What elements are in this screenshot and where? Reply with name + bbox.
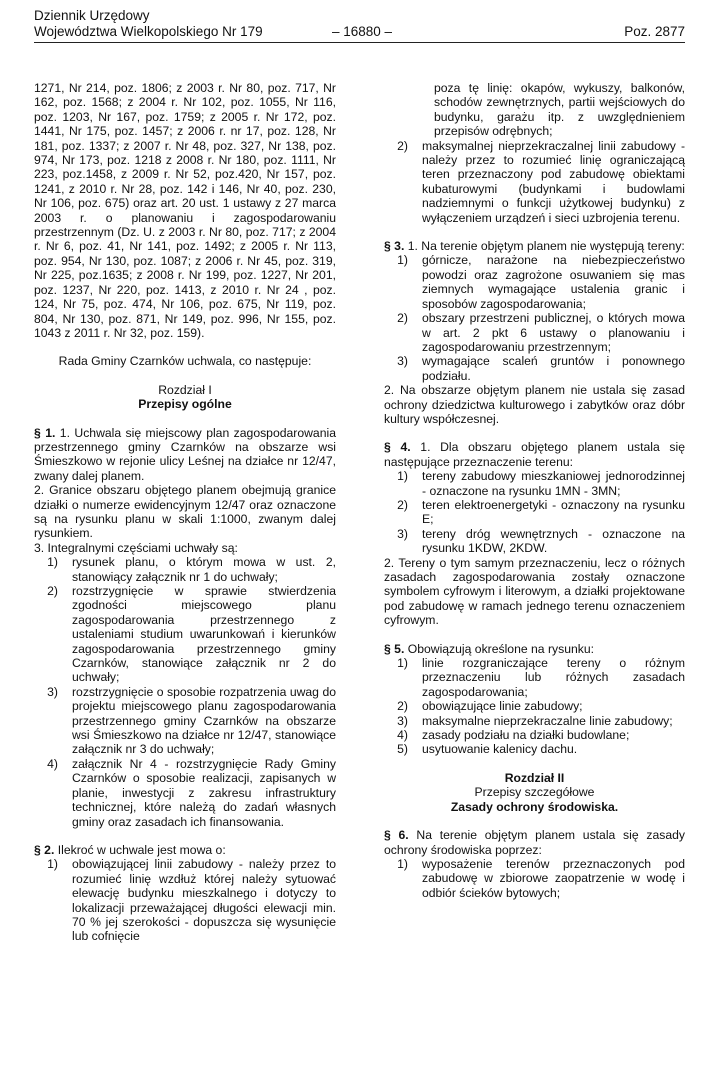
list-item-text: wyposażenie terenów przeznaczonych pod zabudowę w zbiorowe zaopatrzenie w wodę i odbiór ścieków bytowych;: [422, 856, 685, 900]
list-item-text: maksymalnej nieprzekraczalnej linii zabudowy - należy przez to rozumieć linię ograniczającą teren przeznaczony pod zabudowę obiektami kubaturowymi (budynkami i budowlami nadziemnymi o funkcji użytkowej budynku) z wyłączeniem urządzeń i sieci uzbrojenia terenu.: [422, 138, 685, 225]
list-item: [384, 527, 685, 556]
list-item-text: zasady podziału na działki budowlane;: [422, 728, 630, 743]
list-item-text: górnicze, narażone na niebezpieczeństwo powodzi oraz zagrożone osuwaniem się mas ziemnych wymagające ustalenia granic i sposobów zagospodarowania;: [422, 253, 685, 311]
journal-subtitle: Województwa Wielkopolskiego Nr 179: [34, 24, 263, 39]
list-item: [384, 498, 685, 527]
list-item: [34, 757, 336, 829]
journal-title: Dziennik Urzędowy: [34, 8, 150, 23]
list-item-text: tereny dróg wewnętrznych - oznaczone na rysunku 1KDW, 2KDW.: [422, 526, 685, 556]
list-item: [384, 253, 685, 311]
list-item-number: 2): [397, 311, 408, 326]
section-2-list: [34, 857, 336, 943]
list-item: [384, 139, 685, 225]
section-4-label: § 4.: [384, 440, 411, 455]
list-item-number: 5): [397, 742, 408, 757]
list-item-number: 3): [47, 684, 58, 699]
list-item-number: 2): [397, 699, 408, 714]
section-6-paragraph-1: [384, 828, 685, 857]
list-item-number: 1): [397, 856, 408, 871]
section-4-text: 1. Dla obszaru objętego planem ustala się następujące przeznaczenie terenu:: [384, 440, 685, 469]
section-1-label: § 1.: [34, 425, 56, 440]
list-item-text: rozstrzygnięcie o sposobie rozpatrzenia uwag do projektu miejscowego planu zagospodarowania przestrzennego gminy Czarnków na obszarze wsi Śmieszkowo na działce nr 12/47, stanowiące załącznik nr 3 do uchwały;: [72, 684, 336, 757]
list-item-text: linie rozgraniczające tereny o różnym przeznaczeniu lub różnych zasadach zagospodarowania;: [422, 656, 685, 699]
list-item-number: 1): [47, 857, 58, 872]
list-item-text: obowiązującej linii zabudowy - należy przez to rozumieć linię wzdłuż której należy sytuować elewację budynku mieszkalnego i dotyczy to lokalizacji przeważającej długości elewacji min. 70 % jej szerokości - dopuszcza się wysunięcie lub cofnięcie: [72, 857, 336, 944]
list-item-text: obowiązujące linie zabudowy;: [422, 699, 583, 714]
section-5-paragraph-1: [384, 642, 685, 656]
section-5-list: [384, 656, 685, 757]
list-item: [384, 728, 685, 742]
list-item-number: 2): [397, 497, 408, 512]
list-item-text: maksymalne nieprzekraczalne linie zabudowy;: [422, 713, 673, 728]
section-1-list: [34, 555, 336, 829]
section-6-text: Na terenie objętym planem ustala się zasady ochrony środowiska poprzez:: [384, 828, 685, 857]
header-rule: [34, 42, 685, 43]
section-6-list: [384, 857, 685, 900]
list-item: [384, 656, 685, 699]
list-item: [34, 857, 336, 943]
section-1-paragraph-3: 3. Integralnymi częściami uchwały są:: [34, 540, 238, 555]
section-2-list-continued: [384, 139, 685, 225]
chapter-1-title: Rozdział I: [158, 382, 212, 397]
list-item-number: 2): [397, 138, 408, 153]
list-item-number: 1): [47, 555, 58, 570]
right-column: [384, 81, 685, 900]
chapter-2-title: Rozdział II: [504, 770, 565, 785]
chapter-2-subtitle: Przepisy szczegółowe: [474, 785, 595, 800]
list-item: [384, 857, 685, 900]
list-item-number: 3): [397, 526, 408, 541]
list-item-text: rysunek planu, o którym mowa w ust. 2, stanowiący załącznik nr 1 do uchwały;: [72, 555, 336, 584]
list-item-number: 1): [397, 253, 408, 268]
list-item-text: załącznik Nr 4 - rozstrzygnięcie Rady Gminy Czarnków o sposobie realizacji, zapisanych w planie, inwestycji z zakresu infrastruktury technicznej, które należą do zadań własnych gminy oraz zasadach ich finansowania.: [72, 756, 336, 829]
list-item: [384, 742, 685, 756]
section-3-label: § 3.: [384, 239, 405, 254]
section-3-paragraph-1: [384, 239, 685, 253]
list-item: [384, 354, 685, 383]
position-number: Poz. 2877: [624, 24, 685, 39]
section-1-paragraph-2: 2. Granice obszaru objętego planem obejmują granice działki o numerze ewidencyjnym 12/47 oraz oznaczone są na rysunku planu w skali 1:1000, zwanym dalej rysunkiem.: [34, 483, 336, 541]
list-item: [384, 311, 685, 354]
list-item-text: tereny zabudowy mieszkaniowej jednorodzinnej - oznaczone na rysunku 1MN - 3MN;: [422, 469, 685, 498]
list-item-text: teren elektroenergetyki - oznaczony na rysunku E;: [422, 497, 685, 527]
list-item-number: 2): [47, 584, 58, 598]
section-4-paragraph-2: 2. Tereny o tym samym przeznaczeniu, lecz o różnych zasadach zagospodarowania zostały oznaczone symbolem cyfrowym i literowym, a działki projektowane pod zabudowę w ramach jednego terenu oznaczeniem cyfrowym.: [384, 555, 685, 628]
list-item: [34, 685, 336, 757]
list-item-text: usytuowanie kalenicy dachu.: [422, 742, 578, 757]
section-1-paragraph-1: [34, 426, 336, 484]
left-column: [34, 81, 336, 944]
section-5-text: Obowiązują określone na rysunku:: [404, 641, 595, 656]
section-4-paragraph-1: [384, 440, 685, 469]
list-item-number: 3): [397, 713, 408, 728]
section-3-paragraph-2: 2. Na obszarze objętym planem nie ustala się zasad ochrony dziedzictwa kulturowego i zabytków oraz dóbr kultury współczesnej.: [384, 383, 685, 426]
section-2-item-1-continued: poza tę linię: okapów, wykuszy, balkonów, schodów zewnętrznych, partii wejściowych do budynku, garażu itp. z uwzględnieniem przepisów odrębnych;: [434, 81, 685, 139]
section-2-text: Ilekroć w uchwale jest mowa o:: [54, 842, 226, 857]
section-2-paragraph-1: [34, 843, 336, 857]
list-item: [34, 584, 336, 685]
chapter-2-name: Zasady ochrony środowiska.: [450, 799, 619, 814]
resolution-statement: Rada Gminy Czarnków uchwala, co następuje:: [58, 354, 312, 369]
section-1-text: 1. Uchwala się miejscowy plan zagospodarowania przestrzennego gminy Czarnków na obszarze wsi Śmieszkowo w rejonie ulicy Leśnej na działce nr 12/47, zwany dalej planem.: [34, 425, 336, 483]
list-item-text: obszary przestrzeni publicznej, o których mowa w art. 2 pkt 6 ustawy o planowaniu i zagospodarowaniu przestrzennym;: [422, 311, 685, 354]
list-item-number: 4): [397, 728, 408, 743]
page-header: [34, 8, 685, 40]
section-6-label: § 6.: [384, 828, 409, 843]
list-item: [384, 469, 685, 498]
section-4-list: [384, 469, 685, 555]
list-item-number: 1): [397, 469, 408, 484]
section-5-label: § 5.: [384, 641, 405, 656]
section-2-label: § 2.: [34, 842, 55, 857]
list-item-text: wymagające scaleń gruntów i ponownego podziału.: [422, 354, 685, 383]
list-item: [384, 714, 685, 728]
section-3-list: [384, 253, 685, 383]
list-item: [34, 555, 336, 584]
list-item: [384, 699, 685, 713]
list-item-number: 3): [397, 354, 408, 369]
list-item-number: 4): [47, 756, 58, 771]
chapter-1-name: Przepisy ogólne: [138, 397, 232, 412]
page-number: – 16880 –: [332, 24, 393, 39]
section-3-text: 1. Na terenie objętym planem nie występują tereny:: [404, 239, 685, 254]
list-item-number: 1): [397, 656, 408, 671]
legal-basis-paragraph: 1271, Nr 214, poz. 1806; z 2003 r. Nr 80, poz. 717, Nr 162, poz. 1568; z 2004 r. Nr 102, poz. 1055, Nr 116, poz. 1203, Nr 167, poz. 1759; z 2005 r. Nr 172, poz. 1441, Nr 175, poz. 1457; z 2006 r. nr 17, poz. 128, Nr 181, poz. 1337; z 2007 r. Nr 48, poz. 327, Nr 138, poz. 974, Nr 173, poz. 1218 z 2008 r. Nr 180, poz. 1111, Nr 223, poz.1458, z 2009 r. Nr 52, poz.420, Nr 157, poz. 1241, z 2010 r. Nr 28, poz. 142 i 146, Nr 40, poz. 230, Nr 106, poz. 675) oraz art. 20 ust. 1 ustawy z 27 marca 2003 r. o planowaniu i zagospodarowaniu przestrzennym (Dz. U. z 2003 r. Nr 80, poz. 717; z 2004 r. Nr 6, poz. 41, Nr 141, poz. 1492; z 2005 r. Nr 113, poz. 954, Nr 130, poz. 1087; z 2006 r. Nr 45, poz. 319, Nr 225, poz.1635; z 2008 r. Nr 199, poz. 1227, Nr 201, poz. 1237, Nr 220, poz. 1413, z 2010 r. Nr 24 , poz. 124, Nr 75, poz. 474, Nr 106, poz. 675, Nr 119, poz. 804, Nr 130, poz. 871, Nr 149, poz. 996, Nr 155, poz. 1043 z 2011 r. Nr 32, poz. 159).: [34, 81, 336, 340]
list-item-text: rozstrzygnięcie w sprawie stwierdzenia zgodności miejscowego planu zagospodarowania przestrzennego z ustaleniami studium uwarunkowań i kierunków zagospodarowania przestrzennego gminy Czarnków, stanowiące załącznik nr 2 do uchwały;: [72, 584, 336, 685]
